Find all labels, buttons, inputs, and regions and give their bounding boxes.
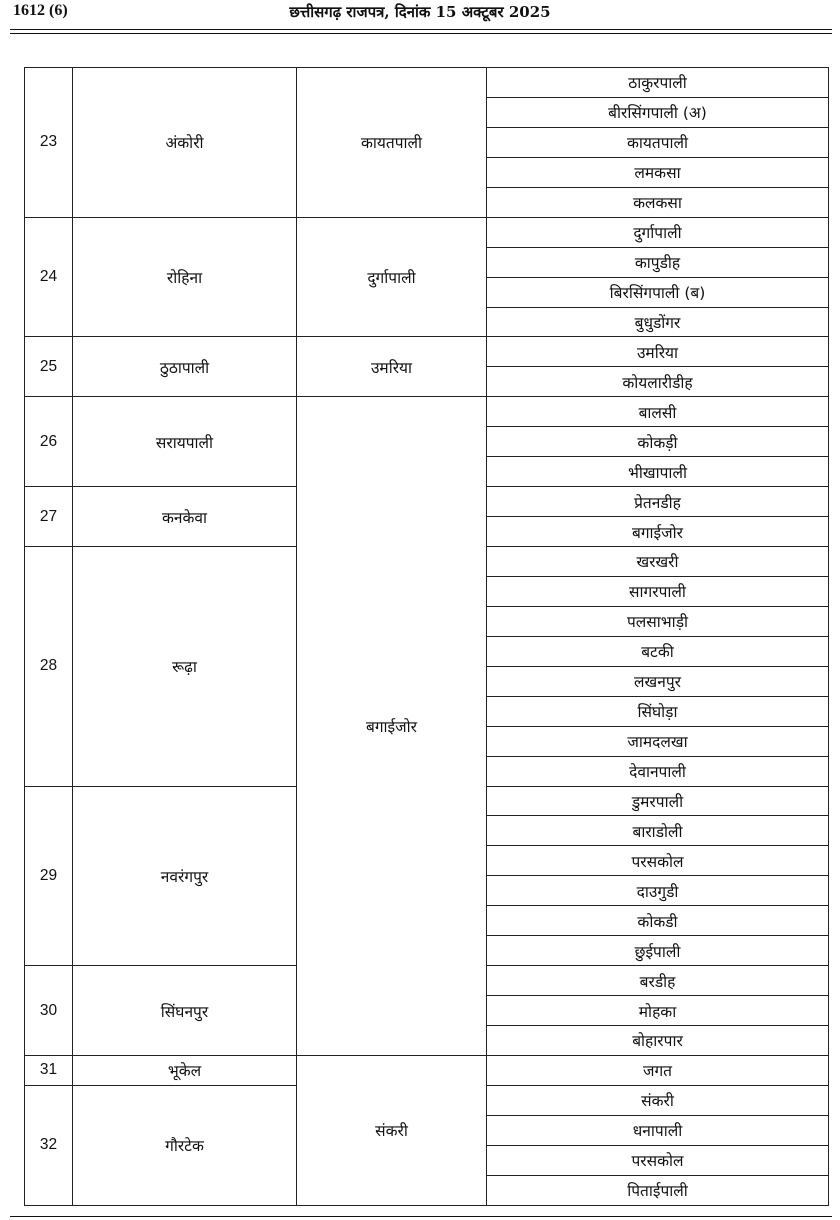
village-name: पलसाभाड़ी [487,606,829,636]
table-row [25,1055,829,1085]
village-name: लमकसा [487,157,829,187]
serial-number: 23 [25,68,73,218]
gram-panchayat-name: दुर्गापाली [297,217,487,337]
serial-number: 27 [25,487,73,547]
village-name: बाराडोली [487,816,829,846]
village-name: दाउगुडी [487,876,829,906]
village-name: मोहका [487,996,829,1026]
village-name: कोकड़ी [487,427,829,457]
village-name: संकरी [487,1085,829,1115]
village-name: बुधुडोंगर [487,307,829,337]
table-row [25,68,829,98]
table-row [25,217,829,247]
village-name: बीरसिंगपाली (अ) [487,97,829,127]
village-name: बोहारपार [487,1026,829,1056]
village-name: भीखापाली [487,457,829,487]
village-name: छुईपाली [487,936,829,966]
patwari-halka-name: अंकोरी [73,68,297,218]
village-name: परसकोल [487,846,829,876]
village-name: प्रेतनडीह [487,487,829,517]
patwari-halka-name: कनकेवा [73,487,297,547]
village-name: कापुडीह [487,247,829,277]
village-name: लखनपुर [487,666,829,696]
village-name: कोकडी [487,906,829,936]
village-name: उमरिया [487,337,829,367]
gram-panchayat-name: संकरी [297,1055,487,1205]
patwari-halka-name: ठुठापाली [73,337,297,397]
village-name: परसकोल [487,1145,829,1175]
village-name: बगाईजोर [487,517,829,547]
village-name: देवानपाली [487,756,829,786]
village-name: कोयलारीडीह [487,367,829,397]
serial-number: 28 [25,547,73,787]
table-body [25,68,829,1206]
village-name: कायतपाली [487,127,829,157]
village-name: बटकी [487,636,829,666]
gram-panchayat-name: उमरिया [297,337,487,397]
serial-number: 32 [25,1085,73,1205]
serial-number: 26 [25,397,73,487]
village-name: बरडीह [487,966,829,996]
patwari-halka-name: भूकेल [73,1055,297,1085]
village-name: ठाकुरपाली [487,68,829,98]
patwari-halka-name: रूढ़ा [73,547,297,787]
gazette-title: छत्तीसगढ़ राजपत्र, दिनांक 15 अक्टूबर 2025 [289,3,551,21]
village-name: खरखरी [487,547,829,577]
table-row [25,337,829,367]
village-name: दुर्गापाली [487,217,829,247]
village-name: पिताईपाली [487,1175,829,1205]
footer-rule [10,1216,832,1217]
village-name: बालसी [487,397,829,427]
village-name: बिरसिंगपाली (ब) [487,277,829,307]
gram-panchayat-name: कायतपाली [297,68,487,218]
village-name: डुमरपाली [487,786,829,816]
village-name: सिंघोड़ा [487,696,829,726]
village-name: जगत [487,1055,829,1085]
patwari-halka-name: नवरंगपुर [73,786,297,966]
village-name: जामदलखा [487,726,829,756]
serial-number: 30 [25,966,73,1056]
patwari-halka-name: सिंघनपुर [73,966,297,1056]
serial-number: 29 [25,786,73,966]
serial-number: 31 [25,1055,73,1085]
gram-panchayat-name: बगाईजोर [297,397,487,1056]
patwari-halka-name: सरायपाली [73,397,297,487]
table-row [25,397,829,427]
patwari-halka-name: रोहिना [73,217,297,337]
header-rule-thin [10,33,832,34]
serial-number: 25 [25,337,73,397]
village-name: सागरपाली [487,576,829,606]
page-number: 1612 (6) [13,2,68,19]
serial-number: 24 [25,217,73,337]
village-name: कलकसा [487,187,829,217]
patwari-halka-name: गौरटेक [73,1085,297,1205]
village-name: धनापाली [487,1115,829,1145]
patwari-halka-table [24,67,829,1206]
header-rule [10,29,832,30]
